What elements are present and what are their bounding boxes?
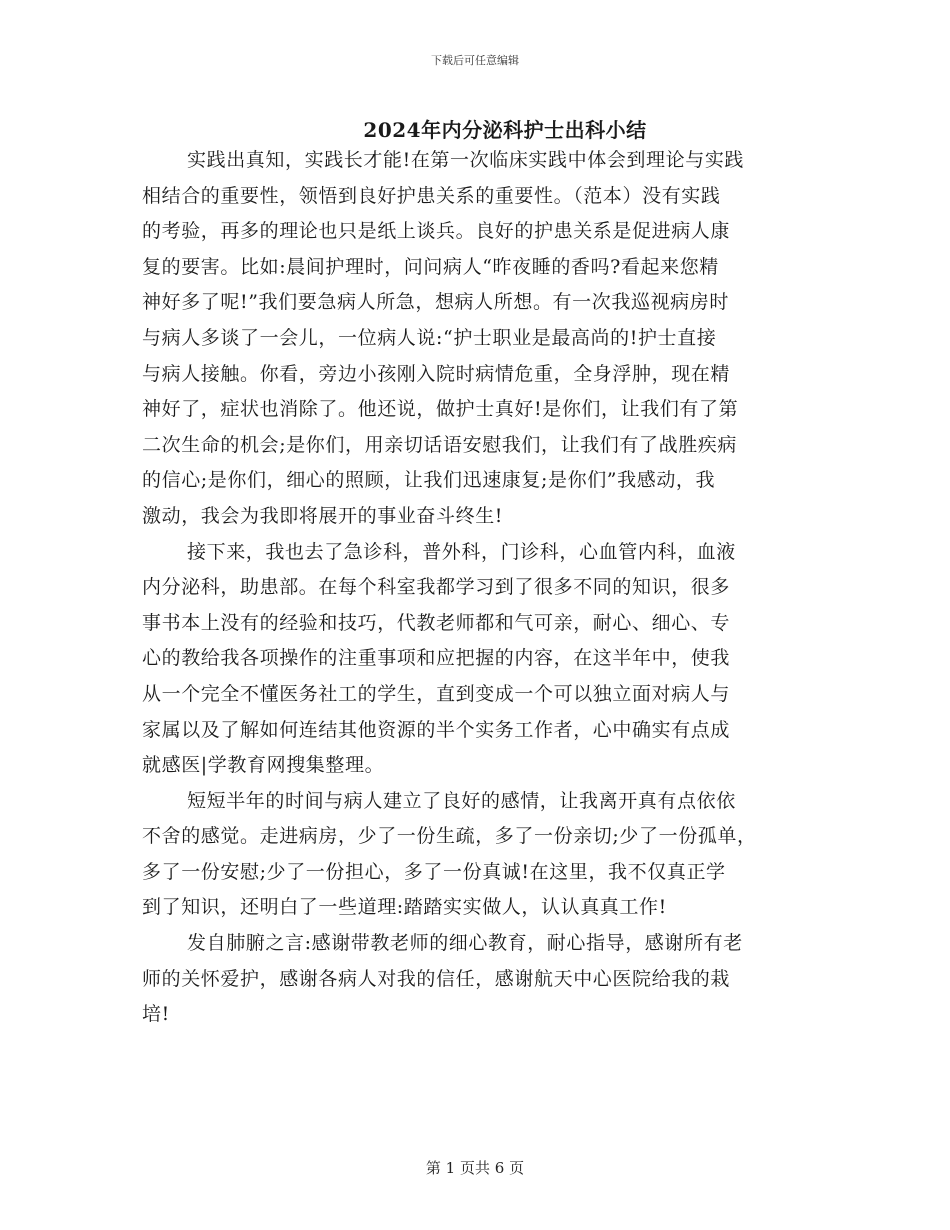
text-line: 心的教给我各项操作的注重事项和应把握的内容，在这半年中，使我 xyxy=(142,647,731,670)
text-line: 实践出真知，实践长才能!在第一次临床实践中体会到理论与实践 xyxy=(187,149,745,171)
text-line: 事书本上没有的经验和技巧，代教老师都和气可亲，耐心、细心、专 xyxy=(142,611,731,634)
text-line: 复的要害。比如:晨间护理时，问问病人“昨夜睡的香吗?看起来您精 xyxy=(142,255,719,278)
text-line: 接下来，我也去了急诊科，普外科，门诊科，心血管内科，血液 xyxy=(187,540,736,563)
text-line: 与病人多谈了一会儿，一位病人说:“护士职业是最高尚的!护士直接 xyxy=(142,326,717,349)
page-number: 第 1 页共 6 页 xyxy=(425,1159,525,1177)
text-line: 师的关怀爱护，感谢各病人对我的信任，感谢航天中心医院给我的栽 xyxy=(142,967,731,990)
text-line: 不舍的感觉。走进病房，少了一份生疏，多了一份亲切;少了一份孤单， xyxy=(142,825,757,848)
text-line: 短短半年的时间与病人建立了良好的感情，让我离开真有点依依 xyxy=(187,789,736,812)
text-line: 发自肺腑之言:感谢带教老师的细心教育，耐心指导，感谢所有老 xyxy=(187,932,743,955)
text-line: 家属以及了解如何连结其他资源的半个实务工作者，心中确实有点成 xyxy=(142,718,731,741)
text-line: 神好多了呢!”我们要急病人所急，想病人所想。有一次我巡视病房时 xyxy=(142,291,729,314)
text-line: 培! xyxy=(142,1003,170,1026)
text-line: 激动，我会为我即将展开的事业奋斗终生! xyxy=(142,504,504,527)
text-line: 的考验，再多的理论也只是纸上谈兵。良好的护患关系是促进病人康 xyxy=(142,220,731,243)
text-line: 二次生命的机会;是你们，用亲切话语安慰我们，让我们有了战胜疾病 xyxy=(142,433,738,456)
text-line: 神好了，症状也消除了。他还说，做护士真好!是你们，让我们有了第 xyxy=(142,398,739,421)
text-line: 的信心;是你们，细心的照顾，让我们迅速康复;是你们”我感动，我 xyxy=(142,469,716,492)
text-line: 多了一份安慰;少了一份担心，多了一份真诚!在这里，我不仅真正学 xyxy=(142,860,726,883)
text-line: 就感医|学教育网搜集整理。 xyxy=(142,754,385,777)
document-body xyxy=(142,143,812,1033)
document-title: 2024年内分泌科护士出科小结 xyxy=(363,118,647,142)
text-line: 相结合的重要性，领悟到良好护患关系的重要性。（范本）没有实践 xyxy=(142,184,721,207)
text-line: 与病人接触。你看，旁边小孩刚入院时病情危重，全身浮肿，现在精 xyxy=(142,362,731,385)
page-header-note: 下载后可任意编辑 xyxy=(431,54,519,67)
text-line: 从一个完全不懂医务社工的学生，直到变成一个可以独立面对病人与 xyxy=(142,682,731,705)
text-line: 到了知识，还明白了一些道理:踏踏实实做人，认认真真工作! xyxy=(142,896,667,919)
text-line: 内分泌科，助患部。在每个科室我都学习到了很多不同的知识，很多 xyxy=(142,576,731,599)
